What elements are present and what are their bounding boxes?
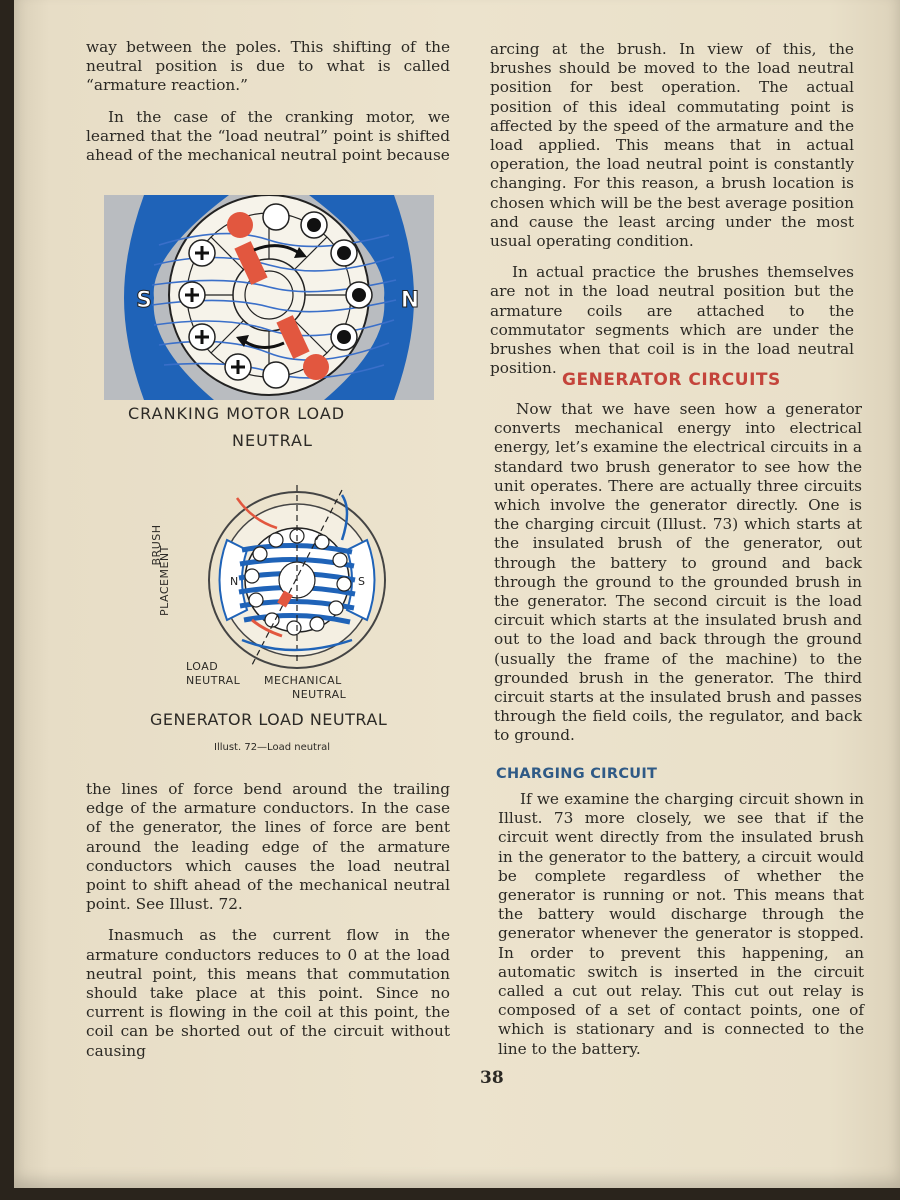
paragraph: the lines of force bend around the trailing edge of the armature conductors. In the case of the generator, the lines of force are bent around the leading edge of the armature conductors which causes the load neutral point to shift ahead of the mechanical neutral point. See Illust. 72. (86, 780, 450, 914)
section-heading: GENERATOR CIRCUITS (562, 370, 781, 390)
left-column-bottom-text (86, 780, 450, 1073)
paragraph: arcing at the brush. In view of this, the brushes should be moved to the load neutral position for best operation. The actual position of this ideal commutating point is affected by the speed of the armature and the load applied. This means that in actual operation, the load neutral point is constantly changing. For this reason, a brush location is chosen which will be the best average position and cause the least arcing under the most usual operating condition. (490, 40, 854, 251)
figure2-caption: GENERATOR LOAD NEUTRAL (150, 710, 388, 729)
load-neutral-label-line1: LOAD (186, 660, 219, 673)
pole-label-s: S (136, 288, 152, 313)
cranking-motor-diagram (104, 195, 434, 400)
gen-pole-s: S (358, 575, 365, 588)
brush-placement-label-line2: PLACEMENT (158, 545, 171, 616)
load-neutral-label-line2: NEUTRAL (186, 674, 241, 687)
paragraph: way between the poles. This shifting of the neutral position is due to what is called “armature reaction.” (86, 38, 450, 95)
gen-pole-n: N (230, 575, 239, 588)
paragraph: Now that we have seen how a generator converts mechanical energy into electrical energy, let’s examine the electrical circuits in a standard two brush generator to see how the unit operates. There are actually three circuits which involve the generator directly. One is the charging circuit (Illust. 73) which starts at the insulated brush of the generator, out through the battery to ground and back through the ground to the grounded brush in the generator. The second circuit is the load circuit which starts at the insulated brush and out to the load and back through the ground (usually the frame of the machine) to the grounded brush in the generator. The third circuit starts at the insulated brush and passes through the field coils, the regulator, and back to ground. (494, 400, 862, 745)
left-column-top-text (86, 38, 450, 177)
paragraph: If we examine the charging circuit shown in Illust. 73 more closely, we see that if the circuit went directly from the insulated brush in the generator to the battery, a circuit would be complete regardless of whether the generator is running or not. This means that the battery would discharge through the generator whenever the generator is stopped. In order to prevent this happening, an automatic switch is inserted in the circuit called a cut out relay. This cut out relay is composed of a set of contact points, one of which is stationary and is connected to the line to the battery. (498, 790, 864, 1058)
mechanical-neutral-label-line1: MECHANICAL (264, 674, 342, 687)
right-column-bottom-text (498, 790, 864, 1071)
book-page (14, 0, 900, 1188)
figure1-caption-line2: NEUTRAL (232, 431, 313, 450)
pole-label-n: N (400, 288, 420, 313)
mechanical-neutral-label-line2: NEUTRAL (292, 688, 347, 701)
paragraph: In actual practice the brushes themselves are not in the load neutral position but the armature coils are attached to the commutator segments which are under the brushes when that coil is in the load neutral position. (490, 263, 854, 378)
brush-placement-label-line1: BRUSH (150, 524, 163, 566)
generator-diagram (192, 480, 402, 670)
subheading: CHARGING CIRCUIT (496, 766, 658, 782)
paragraph: In the case of the cranking motor, we learned that the “load neutral” point is shifted ahead of the mechanical neutral point because (86, 107, 450, 165)
right-column-mid-text (494, 400, 862, 758)
illustration-caption: Illust. 72—Load neutral (214, 742, 330, 753)
paragraph: Inasmuch as the current flow in the armature conductors reduces to 0 at the load neutral point, this means that commutation should take place at this point. Since no current is flowing in the coil at this point, the coil can be shorted out of the circuit without causing (86, 926, 450, 1060)
page-number: 38 (480, 1068, 504, 1088)
right-column-top-text (490, 40, 854, 390)
figure1-caption-line1: CRANKING MOTOR LOAD (128, 404, 346, 423)
